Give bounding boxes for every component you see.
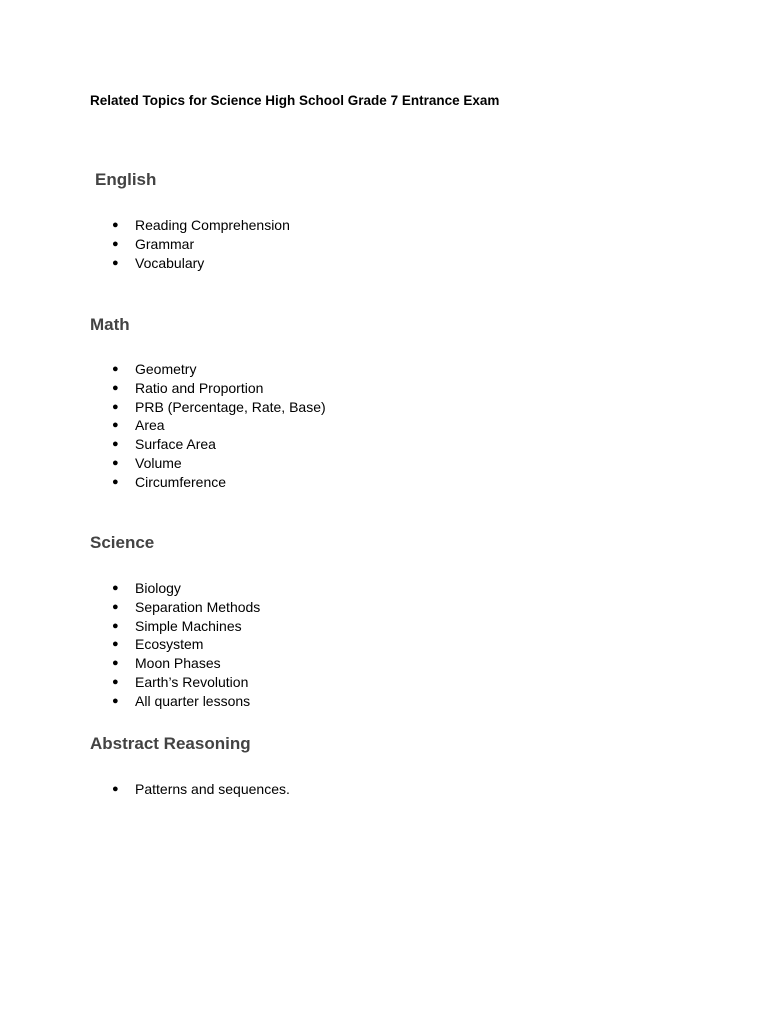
topic-text: Earth’s Revolution [135, 673, 249, 690]
section-heading-math: Math [90, 315, 130, 334]
bullet-icon: ● [112, 582, 119, 594]
bullet-icon: ● [112, 237, 119, 250]
bullet-icon: ● [112, 638, 119, 651]
bullet-icon: ● [112, 675, 119, 688]
bullet-icon: ● [112, 256, 119, 269]
section-heading-english: English [95, 170, 157, 189]
topic-text: Ratio and Proportion [135, 379, 264, 396]
bullet-icon: ● [112, 475, 119, 488]
bullet-icon: ● [112, 783, 119, 795]
bullet-icon: ● [112, 363, 119, 375]
bullet-icon: ● [112, 438, 119, 451]
bullet-icon: ● [112, 456, 119, 469]
page-title: Related Topics for Science High School Grade 7 Entrance Exam [90, 93, 500, 108]
topic-text: Geometry [135, 361, 197, 377]
topic-text: Reading Comprehension [135, 217, 290, 233]
topic-text: Biology [135, 580, 181, 596]
topic-text: Patterns and sequences. [135, 781, 290, 797]
topic-text: Volume [135, 454, 182, 471]
topic-text: Area [135, 417, 165, 434]
topic-text: Separation Methods [135, 598, 261, 615]
topic-text: Vocabulary [135, 254, 205, 271]
bullet-icon: ● [112, 600, 119, 613]
bullet-icon: ● [112, 381, 119, 394]
bullet-icon: ● [112, 400, 119, 413]
topic-text: Surface Area [135, 436, 216, 453]
bullet-icon: ● [112, 219, 119, 231]
bullet-icon: ● [112, 619, 119, 632]
section-heading-abstract-reasoning: Abstract Reasoning [90, 734, 251, 753]
section-heading-science: Science [90, 533, 155, 552]
bullet-icon: ● [112, 694, 119, 707]
topic-text: Ecosystem [135, 636, 204, 653]
topic-text: Simple Machines [135, 617, 242, 634]
topic-text: Grammar [135, 235, 195, 252]
topic-text: Circumference [135, 473, 227, 490]
topic-text: All quarter lessons [135, 692, 251, 709]
bullet-icon: ● [112, 657, 119, 670]
topic-text: Moon Phases [135, 655, 221, 672]
topic-text: PRB (Percentage, Rate, Base) [135, 398, 326, 415]
bullet-icon: ● [112, 419, 119, 432]
